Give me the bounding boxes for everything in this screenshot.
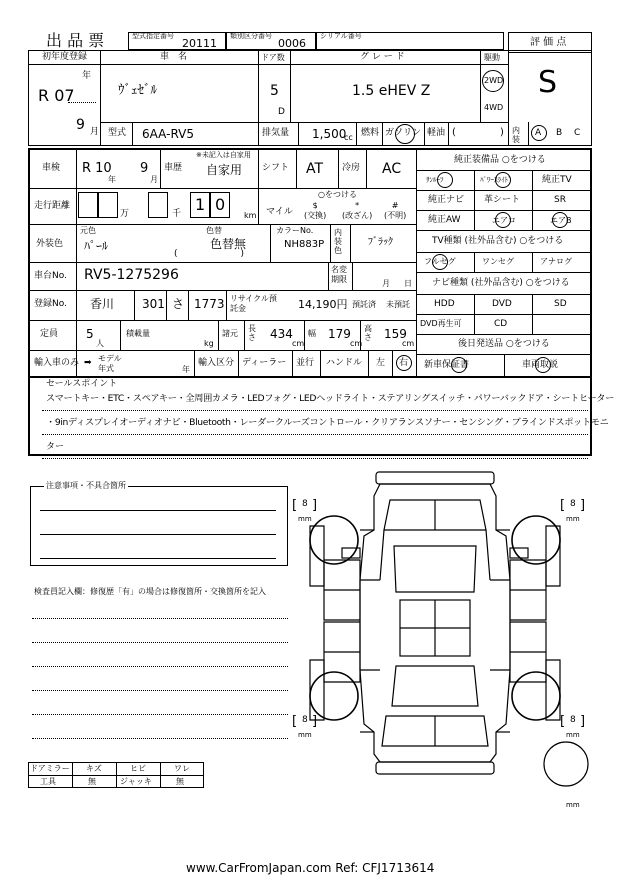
equip-power-slide: ﾊﾟﾜｰｽﾗｲﾄﾞ — [480, 176, 512, 184]
inspection-label: 車検 — [42, 163, 61, 173]
tire-rear-right-value: 8 — [570, 715, 576, 725]
tire-front-left-bracket: [ — [292, 498, 298, 513]
doors-type: D — [278, 107, 285, 117]
height-value: 159 — [384, 327, 407, 341]
class-value: 0006 — [278, 37, 306, 50]
interior-color-value: ﾌﾞﾗｯｸ — [368, 237, 393, 248]
navi-hdd: HDD — [434, 299, 455, 309]
fuel-light-oil: 軽油 — [427, 128, 446, 138]
use-label: 車歴 — [164, 163, 183, 173]
tire-rear-right-unit: mm — [566, 731, 580, 739]
load-label: 積載量 — [126, 329, 150, 338]
mileage-digit-box-1 — [78, 192, 98, 218]
car-diagram — [290, 470, 610, 790]
color-original-label: 元色 — [80, 226, 96, 235]
inspection-year-unit: 年 — [108, 175, 116, 184]
length-label: 長さ — [248, 324, 256, 342]
caution-title: 注意事項・不具合箇所 — [46, 481, 126, 490]
fuel-gasoline: ガソリン — [385, 128, 422, 138]
inspection-month-unit: 月 — [150, 175, 158, 184]
chassis-no: RV5-1275296 — [84, 267, 179, 283]
class-label: 類別区分番号 — [230, 32, 272, 40]
legend-value-2: 無 — [176, 777, 184, 786]
outer-color-label: 外装色 — [36, 239, 64, 249]
mileage-digit-4: 1 — [195, 195, 206, 214]
car-name-label: 車 名 — [160, 52, 188, 62]
first-reg-year-unit: 年 — [82, 71, 92, 81]
import-arrow: ➡ — [84, 358, 92, 368]
name-change-label: 名変期限 — [331, 265, 347, 284]
model-year-unit: 年 — [182, 365, 190, 374]
interior-label: 内装 — [512, 126, 520, 144]
shift-label: シフト — [262, 163, 290, 173]
registration-label: 登録No. — [34, 299, 67, 309]
navi-title: ナビ種類 (社外品含む) ○をつける — [432, 278, 570, 288]
car-name: ｳﾞｪｾﾞﾙ — [118, 83, 157, 98]
shift-value: AT — [306, 161, 324, 177]
inspection-month: 9 — [140, 161, 149, 176]
inspector-title: 検査員記入欄：修復歴「有」の場合は修復箇所・交換箇所を記入 — [34, 587, 266, 596]
use-value: 自家用 — [206, 163, 243, 177]
tire-front-right-unit: mm — [566, 515, 580, 523]
color-change-label: 色替 — [206, 226, 222, 235]
displacement-label: 排気量 — [262, 128, 290, 138]
mileage-digit-box-3 — [148, 192, 168, 218]
serial-label: シリアル番号 — [320, 32, 362, 40]
equip-genuine-navi: 純正ナビ — [428, 195, 465, 205]
meter-option-exchange: $ (交換) — [304, 201, 327, 220]
tire-front-right-bracket-close: ] — [580, 498, 586, 513]
interior-grade-b: B — [556, 128, 563, 138]
grade-label: グ レ ー ド — [360, 52, 405, 62]
tire-front-right-value: 8 — [570, 499, 576, 509]
drive-4wd: 4WD — [484, 103, 504, 112]
equip-leather-seat: 革シート — [484, 195, 521, 205]
legend-value-jack: ジャッキ — [120, 777, 152, 786]
width-unit: cm — [350, 339, 363, 348]
tv-fullseg: フルセグ — [424, 257, 456, 266]
sales-line-1: スマートキー・ETC・スペアキー・全周囲カメラ・LEDフォグ・LEDヘッドライト・ステアリングスイッチ・パワーバックドア・シートヒーター — [46, 393, 614, 404]
legend-header-mirror: ドアミラー — [30, 764, 70, 773]
name-change-month-unit: 月 — [382, 279, 390, 288]
doors-label: ドア数 — [261, 53, 285, 62]
reg-number: 1773 — [194, 297, 225, 311]
capacity-unit: 人 — [96, 339, 104, 348]
tire-front-left-bracket-close: ] — [312, 498, 318, 513]
recycle-value: 14,190円 — [298, 298, 348, 311]
legend-header-break: ワレ — [174, 764, 190, 773]
meter-option-tamper: * (改ざん) — [342, 201, 373, 220]
first-reg-month: 9 — [76, 117, 85, 133]
name-change-day-unit-visible: 日 — [404, 279, 412, 288]
legend-header-crack: ヒビ — [130, 764, 146, 773]
reg-kana: さ — [172, 297, 185, 311]
meter-mile: マイル — [266, 207, 293, 217]
mileage-digit-box-2 — [98, 192, 118, 218]
fuel-paren-close: ) — [500, 127, 504, 138]
model-year-label: モデル年式 — [98, 354, 122, 373]
ac-value: AC — [382, 161, 402, 177]
navi-cd: CD — [494, 319, 508, 329]
tire-rear-left-value: 8 — [302, 715, 308, 725]
reg-class: 301 — [142, 297, 165, 311]
color-no-label: カラーNo. — [276, 226, 314, 235]
equip-aero: エアロ — [492, 216, 516, 225]
drive-label: 駆動 — [484, 53, 500, 62]
color-no-value: NH883P — [284, 239, 325, 250]
recycle-label: リサイクル預託金 — [230, 294, 277, 313]
color-paren: ( ) — [174, 249, 245, 259]
type-spec-label: 型式指定番号 — [132, 32, 174, 40]
import-type-label: 輸入区分 — [198, 358, 235, 368]
caution-box — [30, 486, 288, 566]
first-reg-label: 初年度登録 — [42, 52, 88, 62]
tv-title: TV種類 (社外品含む) ○をつける — [432, 236, 564, 246]
tire-front-right-bracket: [ — [560, 498, 566, 513]
original-color: ﾊﾟｰﾙ — [84, 239, 109, 253]
inspection-year: R 10 — [82, 161, 112, 176]
tire-front-left-value: 8 — [302, 499, 308, 509]
handle-left: 左 — [376, 358, 386, 368]
use-note: ※未記入は自家用 — [196, 151, 251, 159]
sheet-title: 出 品 票 — [46, 31, 105, 50]
import-label: 輸入車のみ — [34, 358, 80, 368]
sales-title: セールスポイント — [46, 379, 118, 389]
ac-label: 冷房 — [342, 163, 361, 173]
legend-value-tool: 工具 — [40, 777, 56, 786]
interior-grade-c: C — [574, 128, 581, 138]
fuel-label: 燃料 — [361, 128, 380, 138]
interior-grade-a: A — [535, 128, 542, 138]
sales-line-3: ター — [46, 442, 65, 452]
height-unit: cm — [402, 339, 415, 348]
load-unit: kg — [204, 339, 214, 348]
model-label: 型式 — [108, 128, 127, 138]
mileage-unit: km — [244, 211, 257, 220]
tire-rear-right-bracket-close: ] — [580, 714, 586, 729]
meter-circle-note: ○をつける — [318, 190, 357, 199]
mileage-unit-sen: 千 — [172, 209, 182, 219]
doors-value: 5 — [270, 83, 279, 99]
equip-sunroof: ｻﾝﾙｰﾌ — [426, 176, 444, 184]
footer-ref: www.CarFromJapan.com Ref: CFJ1713614 — [186, 861, 435, 875]
drive-2wd: 2WD — [484, 76, 504, 85]
later-warranty: 新車保証書 — [424, 360, 470, 370]
tire-rear-right-bracket: [ — [560, 714, 566, 729]
import-parallel: 並行 — [296, 358, 315, 368]
chassis-label: 車台No. — [34, 271, 67, 281]
type-spec-value: 20111 — [182, 37, 217, 50]
tv-analog: アナログ — [540, 257, 572, 266]
equip-genuine-aw: 純正AW — [428, 215, 461, 225]
height-label: 高さ — [364, 324, 372, 342]
legend-header-scratch: キズ — [86, 764, 102, 773]
recycle-status: 預託済 — [352, 300, 376, 309]
navi-dvd: DVD — [492, 299, 512, 309]
reg-area: 香川 — [90, 297, 115, 311]
mileage-label: 走行距離 — [34, 201, 71, 211]
tire-spare-unit: mm — [566, 801, 580, 809]
width-value: 179 — [328, 327, 351, 341]
first-reg-year: R 07 — [38, 86, 75, 105]
first-reg-month-unit: 月 — [90, 127, 100, 137]
equip-genuine-tv: 純正TV — [542, 175, 572, 185]
equipment-title: 純正装備品 ○をつける — [454, 155, 546, 165]
equip-airbag: エアB — [550, 216, 572, 225]
navi-dvd-playback: DVD再生可 — [420, 319, 462, 328]
fuel-paren-open: ( — [452, 127, 456, 138]
equip-sr: SR — [554, 195, 566, 205]
size-label: 諸元 — [222, 329, 238, 338]
meter-option-unknown: # (不明) — [384, 201, 407, 220]
width-label: 幅 — [308, 329, 316, 338]
mileage-unit-man: 万 — [120, 209, 130, 219]
tv-oneseg: ワンセグ — [482, 257, 514, 266]
handle-label: ハンドル — [326, 358, 363, 368]
score-label: 評 価 点 — [530, 37, 567, 48]
tire-rear-left-bracket: [ — [292, 714, 298, 729]
length-unit: cm — [292, 339, 305, 348]
recycle-status-2: 未預託 — [386, 300, 410, 309]
tire-rear-left-bracket-close: ] — [312, 714, 318, 729]
interior-color-label: 内装色 — [334, 228, 342, 255]
later-title: 後日発送品 ○をつける — [458, 339, 550, 349]
length-value: 434 — [270, 327, 293, 341]
mileage-digit-5: 0 — [215, 195, 226, 214]
grade-value: 1.5 eHEV Z — [352, 83, 431, 99]
score-value: S — [538, 65, 558, 100]
later-manual: 車両取説 — [522, 360, 559, 370]
displacement-unit: cc — [344, 133, 353, 142]
color-change-value: 色替無 — [210, 237, 247, 251]
tire-rear-left-unit: mm — [298, 731, 312, 739]
tire-front-left-unit: mm — [298, 515, 312, 523]
sales-line-2: ・9inディスプレイオーディオナビ・Bluetooth・レーダークルーズコントロール・クリアランスソナー・センシング・ブラインドスポットモニ — [46, 417, 609, 428]
navi-sd: SD — [554, 299, 567, 309]
model-value: 6AA-RV5 — [142, 127, 194, 141]
capacity-value: 5 — [86, 327, 94, 341]
handle-right: 右 — [399, 358, 409, 368]
displacement-value: 1,500 — [312, 127, 347, 141]
import-dealer: ディーラー — [242, 358, 287, 368]
legend-value-1: 無 — [88, 777, 96, 786]
capacity-label: 定員 — [40, 329, 59, 339]
